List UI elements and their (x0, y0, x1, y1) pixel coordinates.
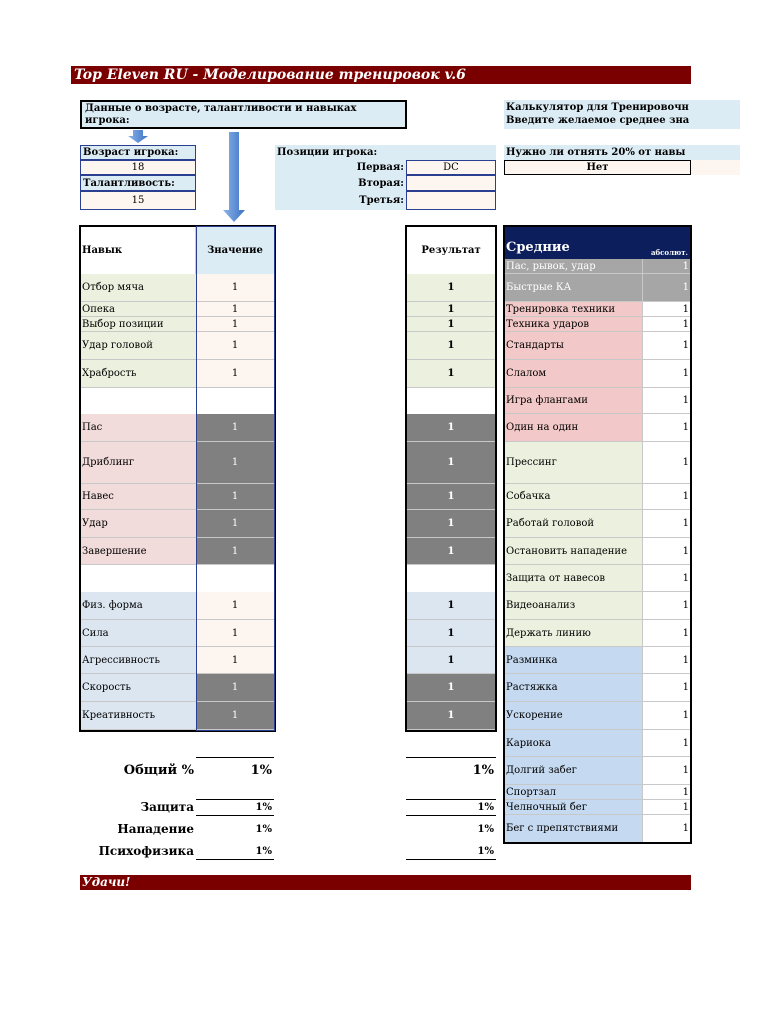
calculator-hint: Введите желаемое среднее зна (506, 115, 690, 126)
drill-value: 1 (643, 815, 691, 843)
positions-label: Позиции игрока: (277, 147, 378, 158)
skill-value[interactable]: 1 (196, 702, 274, 730)
drill-name: Разминка (504, 647, 643, 674)
separator-line (406, 859, 496, 860)
separator-line (196, 757, 274, 758)
overall-result: 1% (472, 762, 494, 778)
drill-value: 1 (643, 332, 691, 360)
drill-name: Игра флангами (504, 388, 643, 414)
drill-value: 1 (643, 565, 691, 592)
drill-value: 1 (643, 538, 691, 565)
skill-name: Сила (80, 620, 196, 647)
skill-name: Опека (80, 302, 196, 317)
drill-value: 1 (643, 510, 691, 538)
drill-name: Тренировка техники (504, 302, 643, 317)
overall-value: 1% (250, 762, 272, 778)
skill-value[interactable]: 1 (196, 647, 274, 674)
drill-name: Спортзал (504, 785, 643, 800)
drill-name: Техника ударов (504, 317, 643, 332)
drill-value: 1 (643, 647, 691, 674)
drill-name: Ускорение (504, 702, 643, 730)
skill-name: Удар головой (80, 332, 196, 360)
skill-result: 1 (406, 620, 496, 647)
separator-line (196, 859, 274, 860)
drill-name: Бег с препятствиями (504, 815, 643, 843)
drill-name: Один на один (504, 414, 643, 442)
skill-value[interactable]: 1 (196, 674, 274, 702)
physical-label: Психофизика (98, 844, 194, 858)
arrow-down-icon (128, 130, 148, 143)
skill-name: Навес (80, 484, 196, 510)
drill-value: 1 (643, 592, 691, 620)
skill-value[interactable]: 1 (196, 592, 274, 620)
footer-banner (80, 875, 691, 890)
drill-name: Быстрые КА (504, 274, 643, 302)
drill-name: Собачка (504, 484, 643, 510)
position3-value[interactable] (406, 191, 496, 210)
drill-name: Растяжка (504, 674, 643, 702)
calculator-title: Калькулятор для Тренировочн (506, 102, 689, 113)
separator-line (406, 757, 496, 758)
skill-name: Креативность (80, 702, 196, 730)
skill-result: 1 (406, 274, 496, 302)
skill-value[interactable]: 1 (196, 442, 274, 484)
drill-name: Защита от навесов (504, 565, 643, 592)
drill-name: Долгий забег (504, 757, 643, 785)
drill-value: 1 (643, 414, 691, 442)
footer-text: Удачи! (82, 875, 131, 889)
skill-value[interactable]: 1 (196, 484, 274, 510)
skill-name: Завершение (80, 538, 196, 565)
drill-value: 1 (643, 388, 691, 414)
drill-value: 1 (643, 274, 691, 302)
drill-value: 1 (643, 702, 691, 730)
drill-name: Остановить нападение (504, 538, 643, 565)
skill-result: 1 (406, 317, 496, 332)
subtract-label: Нужно ли отнять 20% от навы (504, 145, 740, 160)
drill-value: 1 (643, 757, 691, 785)
drill-value: 1 (643, 360, 691, 388)
skill-result: 1 (406, 332, 496, 360)
drill-value: 1 (643, 442, 691, 484)
drill-value: 1 (643, 317, 691, 332)
skill-value[interactable]: 1 (196, 414, 274, 442)
skill-name: Агрессивность (80, 647, 196, 674)
skill-value[interactable]: 1 (196, 317, 274, 332)
drill-value: 1 (643, 730, 691, 757)
skill-value[interactable]: 1 (196, 510, 274, 538)
skill-result: 1 (406, 592, 496, 620)
overall-label: Общий % (123, 762, 194, 778)
drill-name: Прессинг (504, 442, 643, 484)
result-column-header: Результат (421, 244, 481, 256)
skill-name: Физ. форма (80, 592, 196, 620)
skill-column-header: Навык (80, 226, 196, 274)
skill-result: 1 (406, 702, 496, 730)
position1-value[interactable]: DC (406, 160, 496, 175)
skill-result: 1 (406, 442, 496, 484)
drill-value: 1 (643, 800, 691, 815)
title-banner (71, 66, 691, 84)
attack-label: Нападение (117, 822, 194, 836)
talent-value[interactable]: 15 (80, 191, 196, 210)
attack-value: 1% (255, 824, 272, 835)
drill-name: Кариока (504, 730, 643, 757)
position3-label: Третья: (359, 195, 404, 206)
skill-result: 1 (406, 510, 496, 538)
age-value[interactable]: 18 (80, 160, 196, 175)
skill-value[interactable]: 1 (196, 360, 274, 388)
skill-name: Скорость (80, 674, 196, 702)
position2-value[interactable] (406, 175, 496, 191)
position2-label: Вторая: (358, 177, 404, 189)
skill-value[interactable]: 1 (196, 302, 274, 317)
physical-result: 1% (477, 846, 494, 857)
drill-value: 1 (643, 259, 691, 274)
skill-value[interactable]: 1 (196, 538, 274, 565)
drill-value: 1 (643, 620, 691, 647)
skill-result: 1 (406, 302, 496, 317)
drill-value: 1 (643, 302, 691, 317)
averages-abs-label: абсолют. (650, 248, 688, 257)
drill-name: Слалом (504, 360, 643, 388)
drill-name: Стандарты (504, 332, 643, 360)
drill-name: Держать линию (504, 620, 643, 647)
subtract-value-extension (691, 160, 740, 175)
averages-title: Средние (506, 240, 570, 255)
drill-name: Видеоанализ (504, 592, 643, 620)
skill-value[interactable]: 1 (196, 620, 274, 647)
talent-label: Талантливость: (80, 175, 196, 191)
skill-name: Выбор позиции (80, 317, 196, 332)
skill-name: Пас (80, 414, 196, 442)
drill-value: 1 (643, 484, 691, 510)
skill-result: 1 (406, 538, 496, 565)
skill-result: 1 (406, 674, 496, 702)
separator-line (406, 815, 496, 816)
player-data-box (80, 100, 407, 129)
position1-label: Первая: (356, 162, 404, 173)
attack-result: 1% (477, 824, 494, 835)
averages-header (504, 226, 691, 259)
skill-value[interactable]: 1 (196, 274, 274, 302)
physical-value: 1% (255, 846, 272, 857)
skill-name: Удар (80, 510, 196, 538)
skill-result: 1 (406, 360, 496, 388)
skill-result: 1 (406, 414, 496, 442)
drill-name: Челночный бег (504, 800, 643, 815)
subtract-value[interactable]: Нет (504, 160, 691, 175)
drill-value: 1 (643, 785, 691, 800)
drill-name: Пас, рывок, удар (504, 259, 643, 274)
value-column-header: Значение (196, 226, 274, 274)
defense-label: Защита (140, 800, 194, 814)
arrow-down-icon (223, 132, 245, 222)
skill-value[interactable]: 1 (196, 332, 274, 360)
calculator-box (504, 100, 740, 129)
page-title: Top Eleven RU - Моделирование тренировок v.6 (74, 67, 466, 83)
skill-name: Дриблинг (80, 442, 196, 484)
player-data-label: Данные о возрасте, талантливости и навыках игрока: (85, 103, 357, 126)
skill-name: Отбор мяча (80, 274, 196, 302)
skill-result: 1 (406, 647, 496, 674)
age-label: Возраст игрока: (80, 145, 196, 160)
defense-result: 1% (477, 802, 494, 813)
drill-name: Работай головой (504, 510, 643, 538)
defense-value: 1% (255, 802, 272, 813)
separator-line (196, 815, 274, 816)
skill-name: Храбрость (80, 360, 196, 388)
skill-result: 1 (406, 484, 496, 510)
drill-value: 1 (643, 674, 691, 702)
